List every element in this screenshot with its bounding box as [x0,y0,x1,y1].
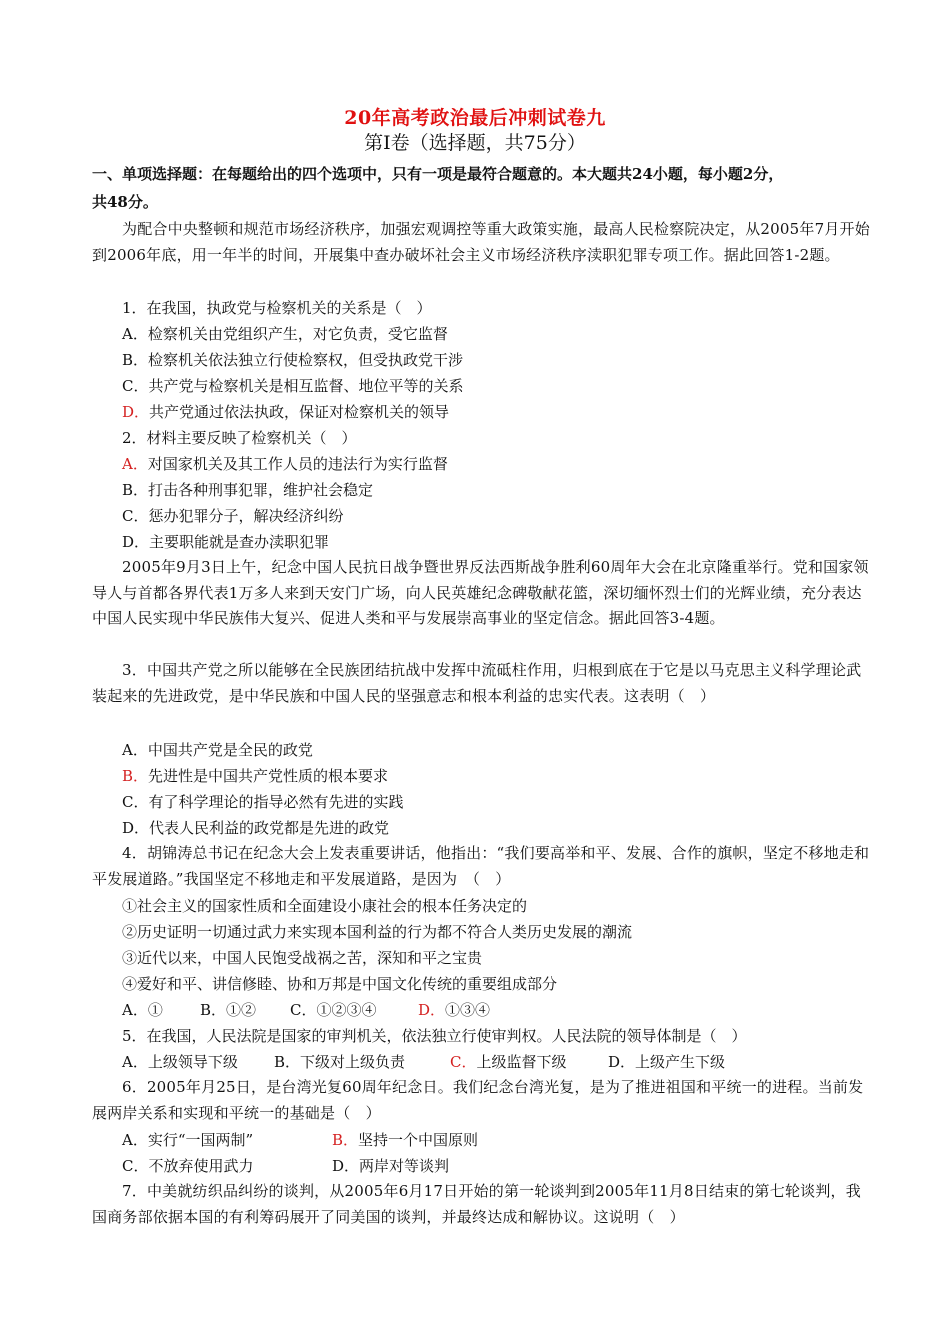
option-text: 检察机关由党组织产生，对它负责，受它监督 [147,325,448,343]
option-text: 惩办犯罪分子，解决经济纠纷 [148,507,344,525]
question-6-stem: 6．2005年月25日，是台湾光复60周年纪念日。我们纪念台湾光复，是为了推进祖国和平统一的进程。当前发展两岸关系和实现和平统一的基础是（ ） [92,1078,864,1122]
question-3-stem: 3．中国共产党之所以能够在全民族团结抗战中发挥中流砥柱作用，归根到底在于它是以马克思主义科学理论武装起来的先进政党，是中华民族和中国人民的坚强意志和根本利益的忠实代表。这表明（ ） [92,661,862,705]
option-text: 上级监督下级 [476,1053,567,1071]
q1-option-d [122,401,449,423]
q4-statement-3: ③近代以来，中国人民饱受战祸之苦，深知和平之宝贵 [122,949,483,967]
option-text: 坚持一个中国原则 [358,1131,479,1149]
option-text: ①③④ [445,1001,491,1019]
option-letter: A． [122,325,148,343]
q5-options [122,1051,725,1073]
option-text: 代表人民利益的政党都是先进的政党 [149,819,390,837]
q2-option-a [122,453,448,475]
q4-option-a: A．① [122,1001,163,1019]
q3-option-a [122,739,313,761]
material-2: 2005年9月3日上午，纪念中国人民抗日战争暨世界反法西斯战争胜利60周年大会在北京隆重举行。党和国家领导人与首都各界代表1万多人来到天安门广场，向人民英雄纪念碑敬献花篮，深切缅怀烈士们的光辉业绩，充分表达中国人民实现中华民族伟大复兴、促进人类和平与发展崇高事业的坚定信念。据此回答3-4题。 [92,558,869,627]
q4-statement-4: ④爱好和平、讲信修睦、协和万邦是中国文化传统的重要组成部分 [122,975,558,993]
answer-letter: B． [122,767,149,785]
exam-subtitle: 第Ⅰ卷（选择题，共75分） [364,132,586,154]
q4-option-d [418,999,490,1021]
material-1: 为配合中央整顿和规范市场经济秩序，加强宏观调控等重大政策实施，最高人民检察院决定，从2005年7月开始到2006年底，用一年半的时间，开展集中查办破坏社会主义市场经济秩序渎职犯罪专项工作。据此回答1-2题。 [92,220,870,264]
answer-letter: D． [122,403,150,421]
option-letter: D． [122,533,150,551]
option-text: 共产党与检察机关是相互监督、地位平等的关系 [148,377,464,395]
question-4-stem: 4．胡锦涛总书记在纪念大会上发表重要讲话，他指出：“我们要高举和平、发展、合作的旗帜，坚定不移地走和平发展道路。”我国坚定不移地走和平发展道路，是因为 （ ） [92,844,870,888]
section-heading-line1: 一、单项选择题：在每题给出的四个选项中，只有一项是最符合题意的。本大题共24小题，每小题2分， [92,165,784,183]
option-text: 检察机关依法独立行使检察权，但受执政党干涉 [148,351,464,369]
q4-option-b: B．①② [200,1001,257,1019]
q6-options-row1 [122,1129,478,1151]
q1-option-c [122,375,464,397]
answer-letter: B． [332,1131,359,1149]
q2-option-c [122,505,344,527]
option-letter: D． [122,819,150,837]
q1-option-b [122,349,463,371]
option-text: 共产党通过依法执政，保证对检察机关的领导 [149,403,450,421]
q5-option-d: D．上级产生下级 [608,1053,726,1071]
option-letter: A． [122,741,148,759]
q5-option-b: B．下级对上级负责 [274,1053,406,1071]
question-1-stem: 1．在我国，执政党与检察机关的关系是（ ） [122,299,432,317]
q4-option-c: C．①②③④ [290,1001,377,1019]
q2-option-b [122,479,373,501]
question-2-stem: 2．材料主要反映了检察机关（ ） [122,429,357,447]
q6-option-c: C．不放弃使用武力 [122,1157,254,1175]
option-text: 对国家机关及其工作人员的违法行为实行监督 [147,455,448,473]
q4-statement-1: ①社会主义的国家性质和全面建设小康社会的根本任务决定的 [122,897,528,915]
question-5-stem: 5．在我国，人民法院是国家的审判机关，依法独立行使审判权。人民法院的领导体制是（ ） [122,1027,747,1045]
q4-options [122,999,490,1021]
option-letter: C． [122,793,149,811]
option-letter: C． [122,377,149,395]
q6-options-row2 [122,1155,449,1177]
exam-title: 20年高考政治最后冲刺试卷九 [344,107,606,129]
q3-option-d [122,817,389,839]
q6-option-b [332,1129,478,1151]
q3-option-c [122,791,404,813]
option-text: 中国共产党是全民的政党 [147,741,313,759]
option-letter: C． [122,507,149,525]
q3-option-b [122,765,388,787]
answer-letter: A． [122,455,148,473]
option-letter: B． [122,351,149,369]
option-letter: B． [122,481,149,499]
option-text: 打击各种刑事犯罪，维护社会稳定 [148,481,374,499]
q1-option-a [122,323,448,345]
q6-option-a: A．实行“一国两制” [122,1131,254,1149]
option-text: 主要职能就是查办渎职犯罪 [149,533,330,551]
answer-letter: D． [418,1001,446,1019]
q2-option-d [122,531,329,553]
question-7-stem: 7．中美就纺织品纠纷的谈判，从2005年6月17日开始的第一轮谈判到2005年11月8日结束的第七轮谈判，我国商务部依据本国的有利筹码展开了同美国的谈判，并最终达成和解协议。这说明（ ） [92,1182,861,1226]
section-heading [92,160,872,216]
option-text: 有了科学理论的指导必然有先进的实践 [148,793,404,811]
q5-option-c [450,1051,608,1073]
q4-statement-2: ②历史证明一切通过武力来实现本国利益的行为都不符合人类历史发展的潮流 [122,923,633,941]
section-heading-line2: 共48分。 [92,193,158,211]
answer-letter: C． [450,1053,477,1071]
q6-option-d: D．两岸对等谈判 [332,1157,450,1175]
option-text: 先进性是中国共产党性质的根本要求 [148,767,389,785]
q5-option-a: A．上级领导下级 [122,1053,238,1071]
